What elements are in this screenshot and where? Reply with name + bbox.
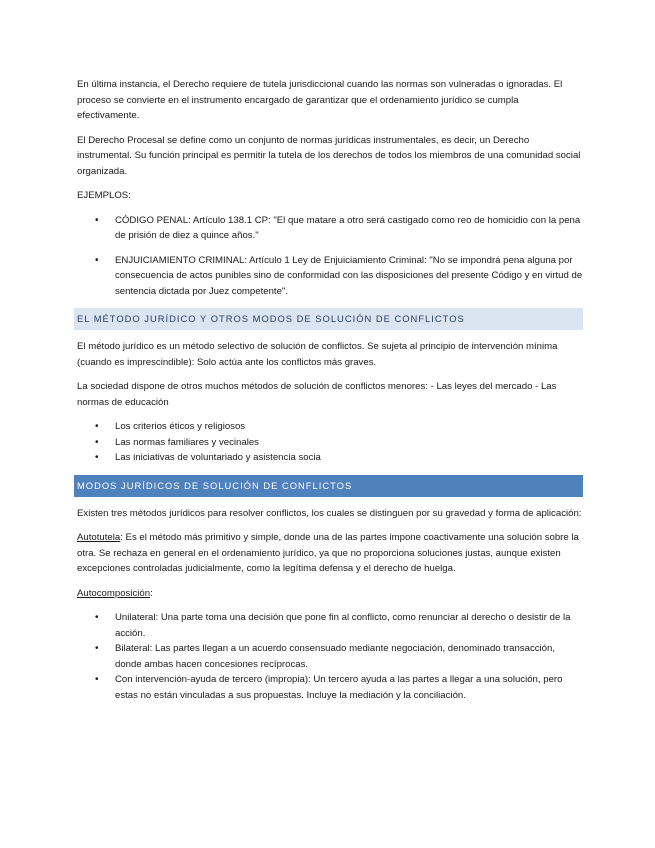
list-item: • CÓDIGO PENAL: Artículo 138.1 CP: "El que matare a otro será castigado como reo de homicidio con la pena de prisión de diez a quince años." [115,213,583,244]
metodo-paragraph-2: La sociedad dispone de otros muchos métodos de solución de conflictos menores: - Las leyes del mercado - Las normas de educación [77,381,557,408]
section-heading-modos: MODOS JURÍDICOS DE SOLUCIÓN DE CONFLICTOS [74,475,583,497]
intro-paragraph-1: En última instancia, el Derecho requiere de tutela jurisdiccional cuando las normas son vulneradas o ignoradas. El proceso se convierte en el instrumento encargado de garantizar que el ordenamiento jurídico se cumpla efectivamente. [77,79,563,121]
ejemplos-label: EJEMPLOS: [77,190,131,201]
autocomposicion-term: Autocomposición [77,587,151,599]
metodo-list [77,419,583,466]
autocomposicion-colon: : [150,587,153,599]
document-body [77,77,583,712]
autotutela-term: Autotutela [77,532,121,543]
list-item: • Los criterios éticos y religiosos [115,419,583,435]
list-item: • ENJUICIAMIENTO CRIMINAL: Artículo 1 Ley de Enjuiciamiento Criminal: "No se impondrá pena alguna por consecuencia de actos punibles sino de conformidad con las disposiciones del presente Código y en virtud de sentencia dictada por Juez competente". [115,253,583,300]
list-item: • Unilateral: Una parte toma una decisión que pone fin al conflicto, como renunciar al derecho o desistir de la acción. [115,610,583,641]
modos-paragraph-1: Existen tres métodos jurídicos para resolver conflictos, los cuales se distinguen por su gravedad y forma de aplicación: [77,507,582,519]
autotutela-paragraph [77,530,583,577]
autotutela-text: : Es el método más primitivo y simple, donde una de las partes impone coactivamente una solución sobre la otra. Se rechaza en general en el ordenamiento jurídico, ya que no proporciona soluciones justas, aunque existen excepciones controladas judicialmente, como la legítima defensa y el derecho de huelga. [77,532,579,574]
intro-paragraph-2: El Derecho Procesal se define como un conjunto de normas jurídicas instrumentales, es decir, un Derecho instrumental. Su función principal es permitir la tutela de los derechos de todos los miembros de una comunidad social organizada. [77,134,581,177]
ejemplos-list [77,213,583,300]
list-item: • Las normas familiares y vecinales [115,435,583,451]
section-heading-metodo: EL MÉTODO JURÍDICO Y OTROS MODOS DE SOLUCIÓN DE CONFLICTOS [74,308,583,330]
autocomposicion-label [77,586,583,602]
list-item: • Bilateral: Las partes llegan a un acuerdo consensuado mediante negociación, denominado transacción, donde ambas hacen concesiones recíprocas. [115,641,583,672]
list-item: • Las iniciativas de voluntariado y asistencia socia [115,450,583,466]
autocomposicion-list [77,610,583,703]
metodo-paragraph-1: El método jurídico es un método selectivo de solución de conflictos. Se sujeta al principio de intervención mínima (cuando es imprescindible): Solo actúa ante los conflictos más graves. [77,341,558,368]
list-item: • Con intervención-ayuda de tercero (impropia): Un tercero ayuda a las partes a llegar a una solución, pero estas no están vinculadas a sus propuestas. Incluye la mediación y la conciliación. [115,672,583,703]
